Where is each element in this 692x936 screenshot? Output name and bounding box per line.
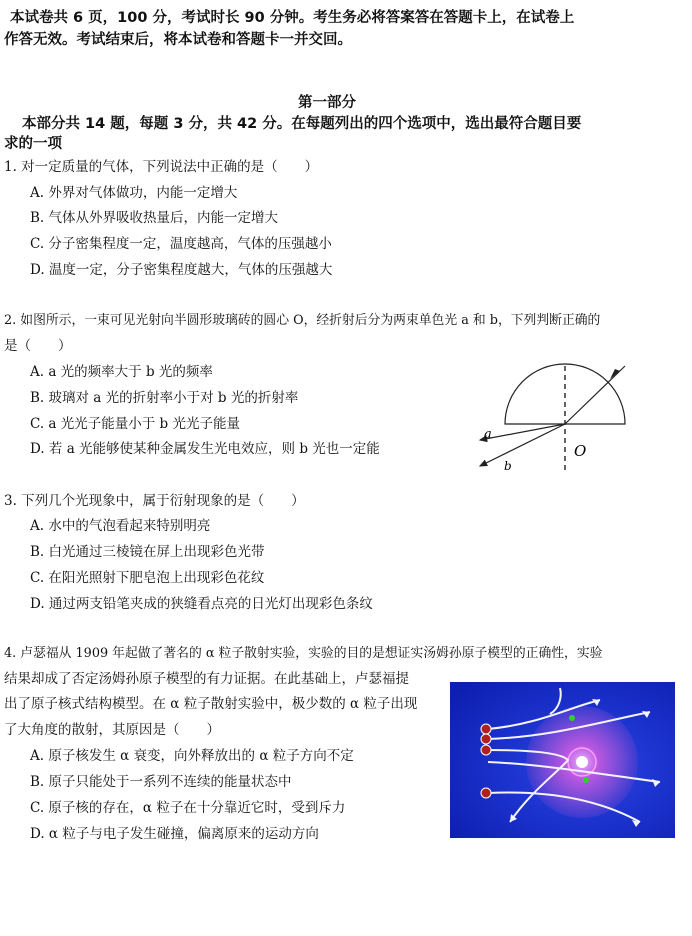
ray-a xyxy=(480,424,565,440)
alpha-particle-3 xyxy=(481,745,491,755)
q3-option-a: A. 水中的气泡看起来特别明亮 xyxy=(30,518,211,534)
q3-stem: 3. 下列几个光现象中，属于衍射现象的是（ ） xyxy=(4,493,305,509)
alpha-particle-2 xyxy=(481,734,491,744)
q1-option-c: C. 分子密集程度一定，温度越高，气体的压强越小 xyxy=(30,236,332,252)
incident-ray xyxy=(565,366,625,424)
q2-option-a: A. a 光的频率大于 b 光的频率 xyxy=(30,364,213,380)
label-a: a xyxy=(484,427,492,442)
q3-option-c: C. 在阳光照射下肥皂泡上出现彩色花纹 xyxy=(30,570,265,586)
q3-option-d: D. 通过两支铅笔夹成的狭缝看点亮的日光灯出现彩色条纹 xyxy=(30,596,373,612)
q4-option-a: A. 原子核发生 α 衰变，向外释放出的 α 粒子方向不定 xyxy=(30,748,354,764)
q4-option-c: C. 原子核的存在，α 粒子在十分靠近它时，受到斥力 xyxy=(30,800,346,816)
q1-option-d: D. 温度一定，分子密集程度越大，气体的压强越大 xyxy=(30,262,333,278)
electron-1 xyxy=(569,715,575,721)
alpha-particle-1 xyxy=(481,724,491,734)
q2-option-b: B. 玻璃对 a 光的折射率小于对 b 光的折射率 xyxy=(30,390,299,406)
intro-line-1: 本试卷共 6 页，100 分，考试时长 90 分钟。考生务必将答案答在答题卡上，在试卷上 xyxy=(10,10,575,26)
alpha-scattering-figure xyxy=(450,682,675,838)
label-b: b xyxy=(504,459,512,473)
q2-stem-line-2: 是（ ） xyxy=(4,338,72,354)
section-title: 第一部分 xyxy=(298,95,356,111)
label-o: O xyxy=(574,442,587,460)
q4-stem-line-1: 4. 卢瑟福从 1909 年起做了著名的 α 粒子散射实验，实验的目的是想证实汤姆孙原子模型的正确性，实验 xyxy=(4,646,603,661)
q2-stem-line-1: 2. 如图所示，一束可见光射向半圆形玻璃砖的圆心 O，经折射后分为两束单色光 a 和 b，下列判断正确的 xyxy=(4,313,601,328)
nucleus xyxy=(576,756,588,768)
intro-line-2: 作答无效。考试结束后，将本试卷和答题卡一并交回。 xyxy=(4,32,352,48)
electron-2 xyxy=(583,777,589,783)
section-desc-line-1: 本部分共 14 题，每题 3 分，共 42 分。在每题列出的四个选项中，选出最符合题目要 xyxy=(22,116,582,132)
q4-stem-line-2: 结果却成了否定汤姆孙原子模型的有力证据。在此基础上，卢瑟福提 xyxy=(4,671,409,687)
alpha-particle-4 xyxy=(481,788,491,798)
section-desc-line-2: 求的一项 xyxy=(4,136,62,152)
q4-stem-line-4: 了大角度的散射，其原因是（ ） xyxy=(4,722,220,738)
ray-b xyxy=(480,424,565,466)
q1-stem: 1. 对一定质量的气体，下列说法中正确的是（ ） xyxy=(4,159,319,175)
q4-option-b: B. 原子只能处于一系列不连续的能量状态中 xyxy=(30,774,292,790)
q1-option-b: B. 气体从外界吸收热量后，内能一定增大 xyxy=(30,210,279,226)
refraction-figure xyxy=(470,358,640,478)
q2-option-d: D. 若 a 光能够使某种金属发生光电效应，则 b 光也一定能 xyxy=(30,441,380,457)
incident-arrow xyxy=(610,369,620,379)
q1-option-a: A. 外界对气体做功，内能一定增大 xyxy=(30,185,238,201)
q4-option-d: D. α 粒子与电子发生碰撞，偏离原来的运动方向 xyxy=(30,826,319,842)
q3-option-b: B. 白光通过三棱镜在屏上出现彩色光带 xyxy=(30,544,265,560)
q4-stem-line-3: 出了原子核式结构模型。在 α 粒子散射实验中，极少数的 α 粒子出现 xyxy=(4,696,418,712)
q2-option-c: C. a 光光子能量小于 b 光光子能量 xyxy=(30,416,240,432)
